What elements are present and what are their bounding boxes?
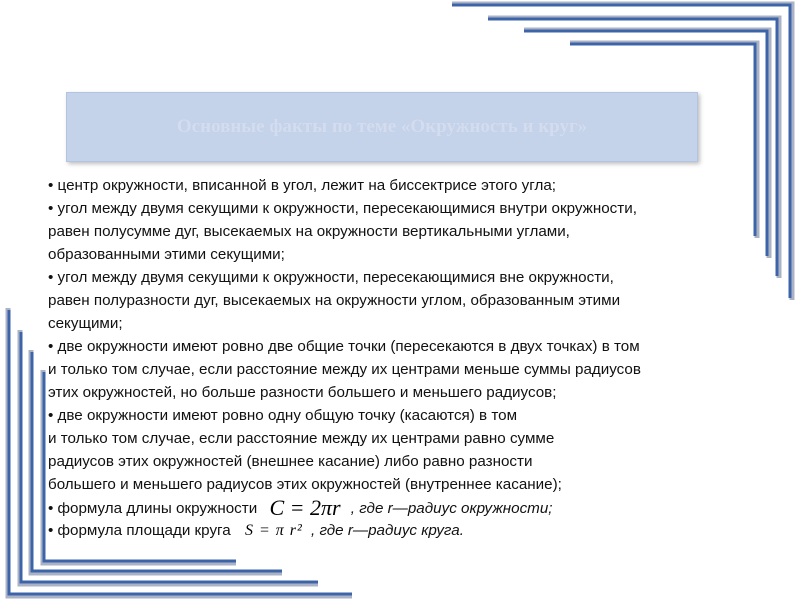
text-line: радиусов этих окружностей (внешнее касание) либо равно разности: [48, 453, 533, 470]
text-line: • угол между двумя секущими к окружности, пересекающимися вне окружности,: [48, 269, 614, 286]
text-line: • центр окружности, вписанной в угол, лежит на биссектрисе этого угла;: [48, 177, 556, 194]
area-formula-line: [48, 519, 788, 542]
text-line: равен полуразности дуг, высекаемых на окружности углом, образованным этими: [48, 292, 621, 309]
facts-list: [48, 174, 788, 542]
area-note: , где r—радиус круга.: [311, 522, 464, 539]
text-line: и только том случае, если расстояние между их центрами равно сумме: [48, 430, 555, 447]
circumference-note: , где r—радиус окружности;: [350, 500, 553, 517]
text-line: • угол между двумя секущими к окружности, пересекающимися внутри окружности,: [48, 200, 637, 217]
text-line: большего и меньшего радиусов этих окружностей (внутреннее касание);: [48, 476, 562, 493]
text-line: • две окружности имеют ровно две общие точки (пересекаются в двух точках) в том: [48, 338, 640, 355]
title-box: [66, 92, 698, 162]
area-label: • формула площади круга: [48, 522, 231, 539]
area-formula: S = π r²: [244, 522, 303, 539]
text-line: этих окружностей, но больше разности большего и меньшего радиусов;: [48, 384, 557, 401]
text-line: • две окружности имеют ровно одну общую точку (касаются) в том: [48, 407, 518, 424]
text-line: секущими;: [48, 315, 123, 332]
circumference-formula-line: [48, 496, 788, 519]
circumference-label: • формула длины окружности: [48, 500, 258, 517]
text-line: равен полусумме дуг, высекаемых на окружности вертикальными углами,: [48, 223, 570, 240]
text-line: и только том случае, если расстояние между их центрами меньше суммы радиусов: [48, 361, 641, 378]
text-line: образованными этими секущими;: [48, 246, 285, 263]
slide-title: Основные факты по теме «Окружность и круг»: [176, 116, 588, 137]
circumference-formula: C = 2πr: [269, 495, 341, 520]
